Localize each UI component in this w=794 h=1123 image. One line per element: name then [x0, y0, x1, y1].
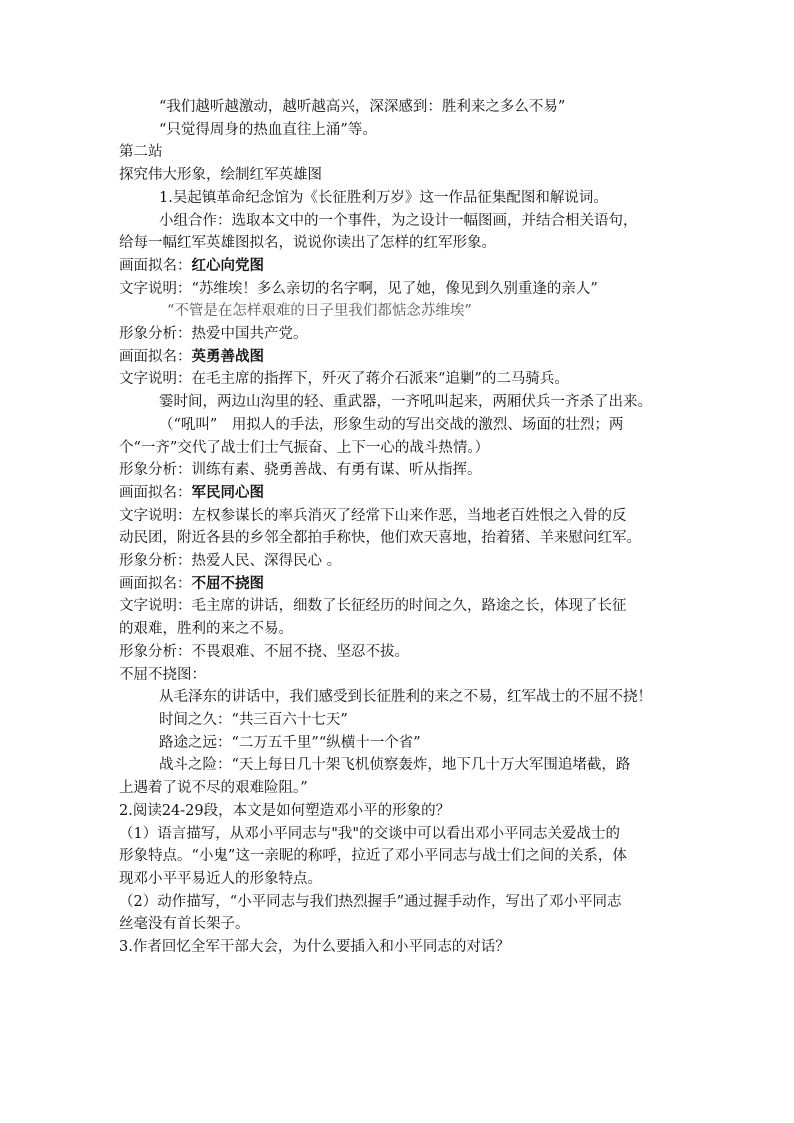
quote-line: “只觉得周身的热血直往上涌”等。 [159, 121, 377, 138]
picture-title-value: 军民同心图 [191, 483, 264, 501]
paragraph-line: 动民团，附近各县的乡邻全都拍手称快，他们欢天喜地，抬着猪、羊来慰问红军。 [119, 530, 641, 547]
paragraph-line: 上遇着了说不尽的艰难险阻。” [119, 780, 308, 797]
paragraph-line: 给每一幅红军英雄图拟名，说说你读出了怎样的红军形象。 [119, 235, 496, 252]
text-description: 文字说明：毛主席的讲话，细数了长征经历的时间之久，路途之长，体现了长征 [119, 598, 627, 615]
paragraph-line: 小组合作：选取本文中的一个事件，为之设计一幅图画，并结合相关语句， [159, 212, 638, 229]
paragraph-line: 从毛泽东的讲话中，我们感受到长征胜利的来之不易，红军战士的不屈不挠！ [159, 689, 652, 706]
paragraph-line: 时间之久：“共三百六十七天” [159, 711, 348, 728]
picture-title-line [119, 573, 699, 596]
quote-line: “我们越听越激动，越听越高兴，深深感到：胜利来之多么不易” [159, 99, 566, 115]
text-description: 文字说明：“苏维埃！多么亲切的名字啊，见了她，像见到久别重逢的亲人” [119, 280, 598, 297]
section-subtitle: 探究伟大形象，绘制红军英雄图 [119, 167, 322, 184]
picture-title-line [119, 346, 699, 369]
answer-line: 形象特点。“小鬼”这一亲昵的称呼，拉近了邓小平同志与战士们之间的关系，体 [119, 848, 627, 865]
question-item: 2.阅读24-29段，本文是如何塑造邓小平的形象的？ [119, 802, 451, 819]
annotation-line: （“吼叫” 用拟人的手法，形象生动的写出交战的激烈、场面的壮烈；两 [159, 416, 624, 433]
picture-title-value: 红心向党图 [191, 256, 264, 274]
picture-title-line [119, 255, 699, 278]
paragraph-line: 路途之远：“二万五千里”“纵横十一个省” [159, 734, 421, 751]
picture-title-value: 英勇善战图 [191, 347, 264, 365]
section-label: 不屈不挠图： [119, 666, 206, 683]
section-heading: 第二站 [119, 144, 163, 161]
question-item: 3.作者回忆全军干部大会，为什么要插入和小平同志的对话？ [119, 939, 510, 956]
image-analysis: 形象分析：训练有素、骁勇善战、有勇有谋、听从指挥。 [119, 462, 482, 479]
answer-line: （2）动作描写，“小平同志与我们热烈握手”通过握手动作，写出了邓小平同志 [119, 893, 622, 910]
paragraph-line: 的艰难，胜利的来之不易。 [119, 621, 293, 638]
paragraph-line: 战斗之险：“天上每日几十架飞机侦察轰炸，地下几十万大军围追堵截，路 [159, 757, 631, 774]
image-analysis: 形象分析：不畏艰难、不屈不挠、坚忍不拔。 [119, 643, 409, 660]
annotation-line: 个“一齐”交代了战士们士气振奋、上下一心的战斗热情。） [119, 439, 490, 456]
text-description: 文字说明：在毛主席的指挥下，歼灭了蒋介石派来“追剿”的二马骑兵。 [119, 371, 569, 388]
quote-line: “不管是在怎样艰难的日子里我们都惦念苏维埃” [167, 303, 472, 320]
paragraph-line: 霎时间，两边山沟里的轻、重武器，一齐吼叫起来，两厢伏兵一齐杀了出来。 [159, 394, 652, 411]
picture-title-label: 画面拟名： [119, 348, 192, 365]
task-item: 1.吴起镇革命纪念馆为《长征胜利万岁》这一作品征集配图和解说词。 [159, 189, 608, 206]
text-description: 文字说明：左权参谋长的率兵消灭了经常下山来作恶，当地老百姓恨之入骨的反 [119, 507, 627, 524]
picture-title-line [119, 482, 699, 505]
answer-line: 现邓小平平易近人的形象特点。 [119, 870, 322, 887]
picture-title-label: 画面拟名： [119, 484, 192, 501]
picture-title-label: 画面拟名： [119, 575, 192, 592]
image-analysis: 形象分析：热爱中国共产党。 [119, 326, 308, 343]
image-analysis: 形象分析：热爱人民、深得民心 。 [119, 553, 342, 570]
picture-title-value: 不屈不挠图 [191, 574, 264, 592]
picture-title-label: 画面拟名： [119, 257, 192, 274]
document-body [119, 96, 699, 959]
answer-line: （1）语言描写，从邓小平同志与"我"的交谈中可以看出邓小平同志关爱战士的 [119, 825, 621, 842]
answer-line: 丝毫没有首长架子。 [119, 916, 250, 933]
